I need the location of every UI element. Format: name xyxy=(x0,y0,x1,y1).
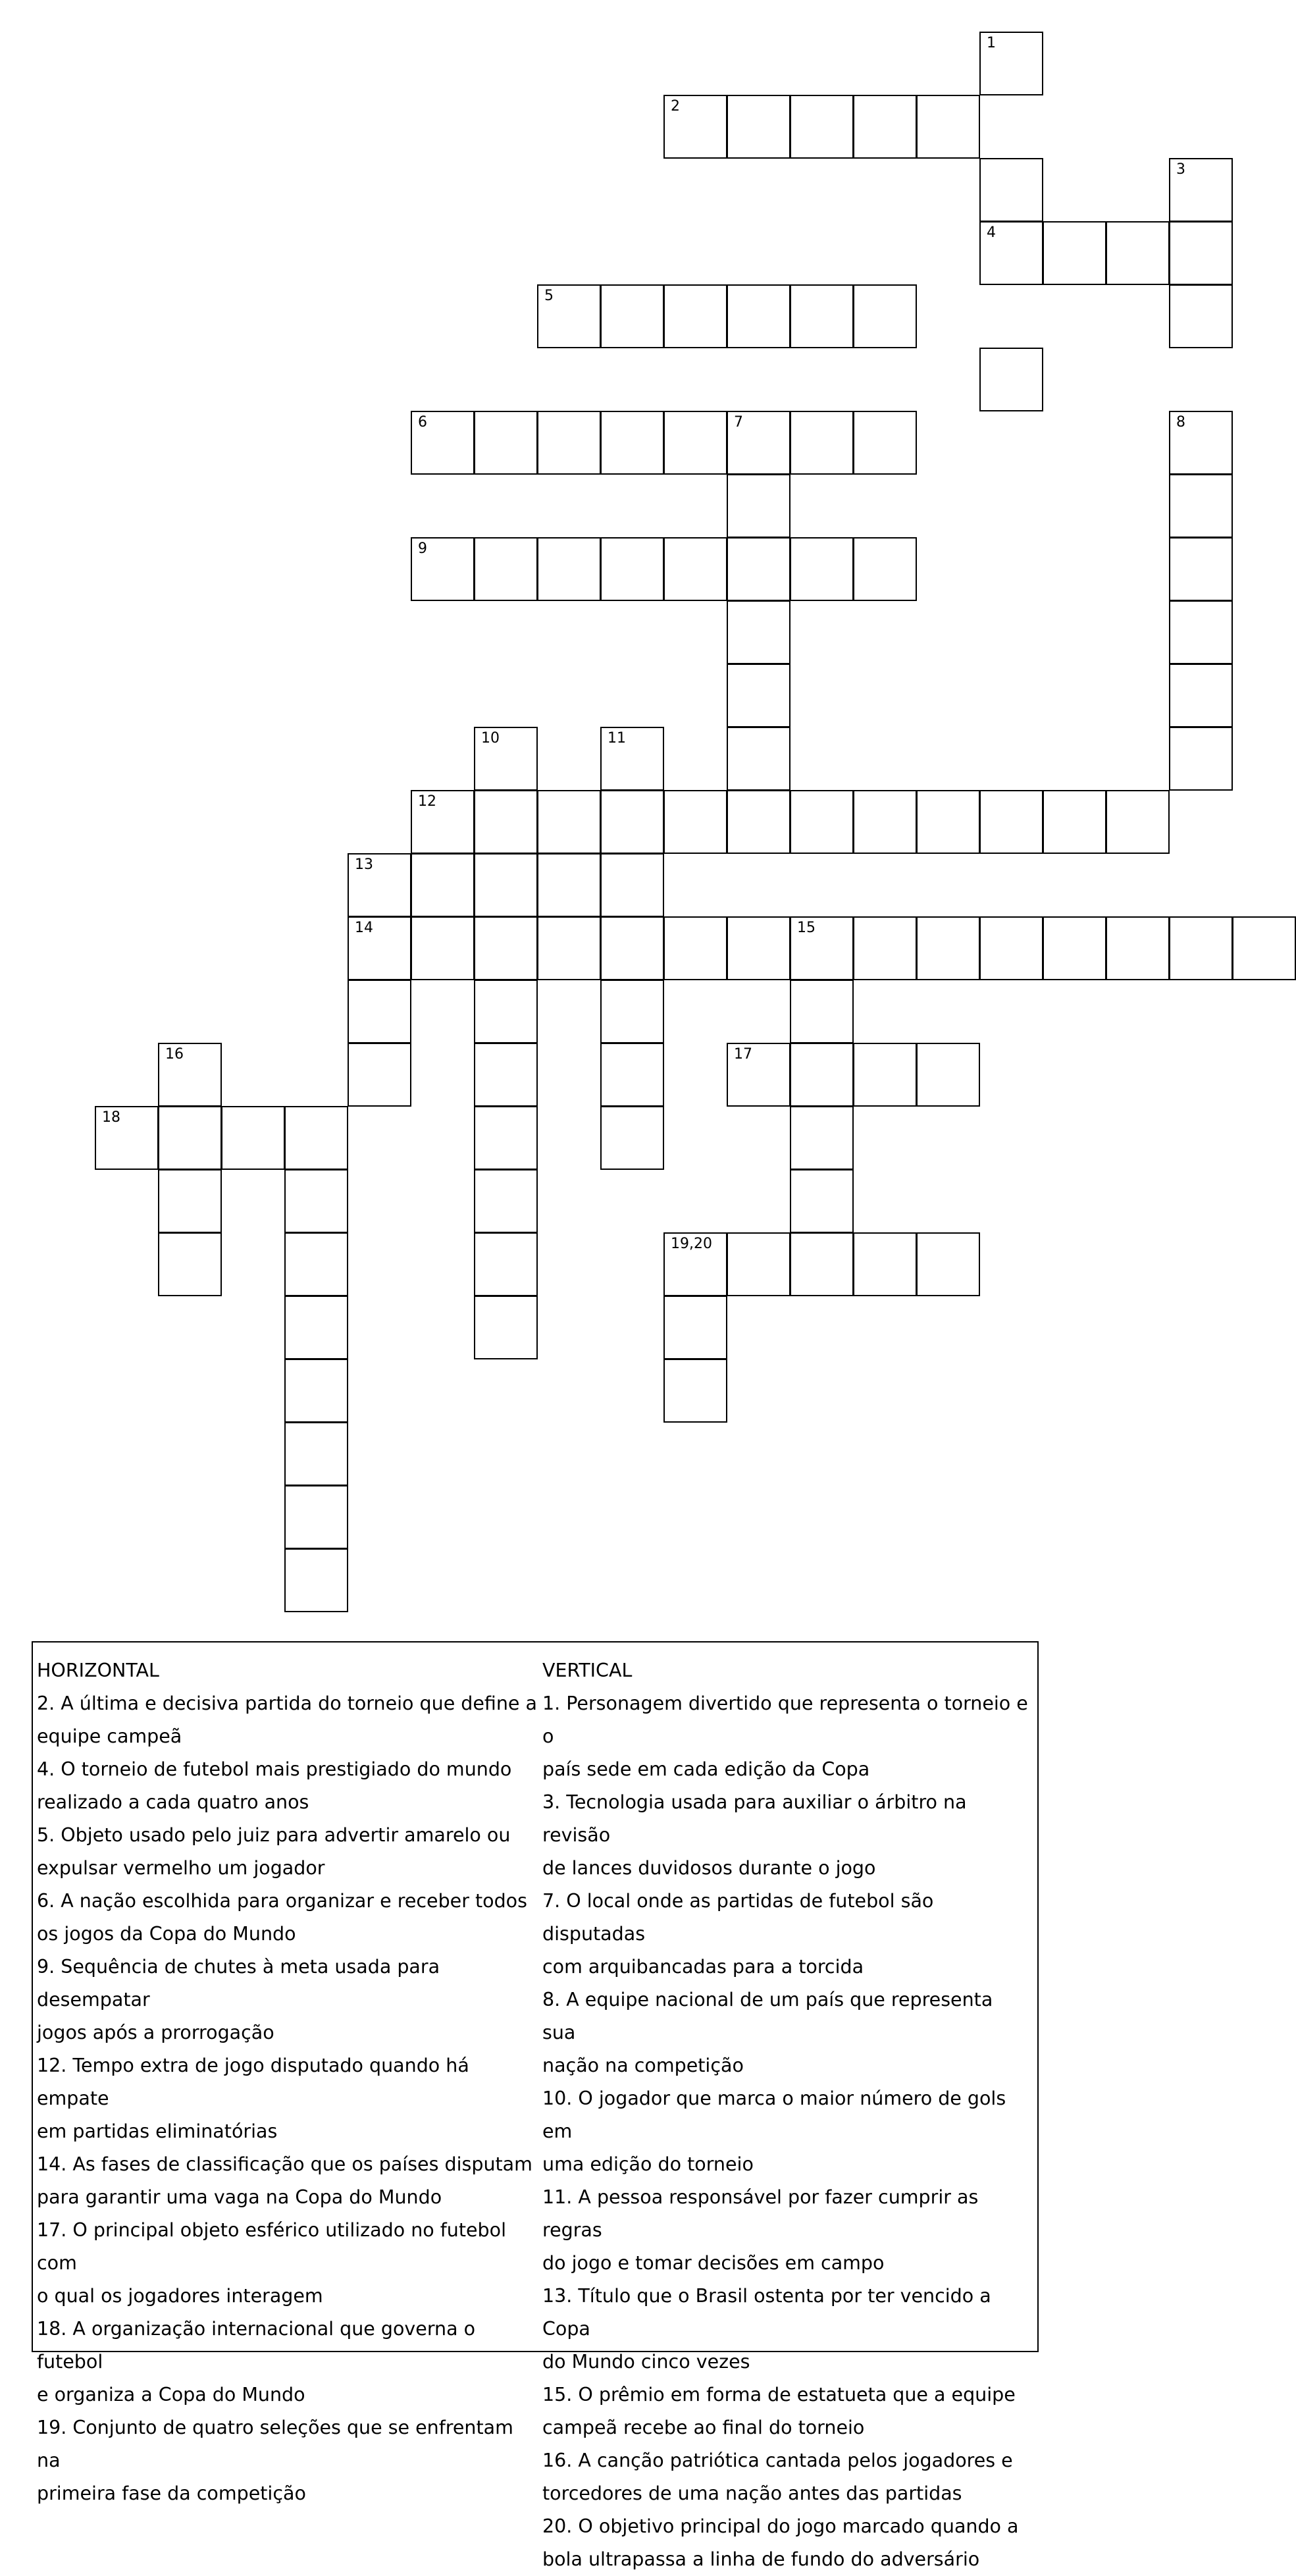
crossword-cell[interactable] xyxy=(537,284,601,348)
clue-number: 12 xyxy=(418,793,436,810)
crossword-cell[interactable] xyxy=(537,537,601,601)
crossword-cell[interactable] xyxy=(600,1106,664,1170)
crossword-cell[interactable] xyxy=(600,790,664,854)
crossword-cell[interactable] xyxy=(284,1106,348,1170)
crossword-cell[interactable] xyxy=(1169,158,1233,222)
clue-line: campeã recebe ao final do torneio xyxy=(542,2417,865,2438)
crossword-cell[interactable] xyxy=(537,790,601,854)
crossword-cell[interactable] xyxy=(600,537,664,601)
clue-number: 18 xyxy=(102,1109,120,1126)
clue-line: em partidas eliminatórias xyxy=(37,2120,278,2142)
crossword-cell[interactable] xyxy=(348,853,411,917)
clue-line: 20. O objetivo principal do jogo marcado quando a xyxy=(542,2515,1019,2537)
crossword-cell[interactable] xyxy=(411,853,475,917)
crossword-cell[interactable] xyxy=(790,1106,854,1170)
crossword-cell[interactable] xyxy=(411,411,475,475)
crossword-cell[interactable] xyxy=(537,916,601,980)
clue-line: e organiza a Copa do Mundo xyxy=(37,2384,305,2405)
clue-number: 8 xyxy=(1176,414,1185,431)
crossword-cell[interactable] xyxy=(1169,727,1233,791)
clue-number: 16 xyxy=(165,1046,184,1063)
clue-line: 16. A canção patriótica cantada pelos jogadores e xyxy=(542,2450,1013,2471)
crossword-cell[interactable] xyxy=(916,1232,980,1296)
clue-line: para garantir uma vaga na Copa do Mundo xyxy=(37,2186,442,2208)
crossword-cell[interactable] xyxy=(158,1232,222,1296)
horizontal-clue-list xyxy=(37,1687,537,2510)
clue-line: 4. O torneio de futebol mais prestigiado do mundo xyxy=(37,1758,512,1780)
clue-line: do jogo e tomar decisões em campo xyxy=(542,2252,885,2274)
crossword-cell[interactable] xyxy=(727,916,791,980)
crossword-cell[interactable] xyxy=(474,1043,538,1107)
crossword-cell[interactable] xyxy=(790,980,854,1043)
crossword-cell[interactable] xyxy=(663,1296,727,1359)
clue-line: uma edição do torneio xyxy=(542,2153,754,2175)
vertical-heading: VERTICAL xyxy=(542,1660,633,1681)
clue-number: 15 xyxy=(797,920,816,936)
crossword-cell[interactable] xyxy=(1169,284,1233,348)
crossword-cell[interactable] xyxy=(790,537,854,601)
crossword-cell[interactable] xyxy=(284,1485,348,1549)
crossword-cell[interactable] xyxy=(474,411,538,475)
crossword-cell[interactable] xyxy=(284,1422,348,1486)
clue-line: 7. O local onde as partidas de futebol são disputadas xyxy=(542,1890,934,1945)
crossword-cell[interactable] xyxy=(727,95,791,159)
clues-box xyxy=(32,1641,1039,2570)
crossword-cell[interactable] xyxy=(1043,916,1106,980)
crossword-cell[interactable] xyxy=(853,1043,917,1107)
crossword-cell[interactable] xyxy=(916,790,980,854)
horizontal-clues xyxy=(37,1654,537,2510)
clue-line: jogos após a prorrogação xyxy=(37,2022,274,2043)
crossword-cell[interactable] xyxy=(663,537,727,601)
crossword-cell[interactable] xyxy=(600,1043,664,1107)
clue-line: bola ultrapassa a linha de fundo do adversário xyxy=(542,2548,980,2570)
crossword-cell[interactable] xyxy=(727,284,791,348)
crossword-cell[interactable] xyxy=(1232,916,1296,980)
crossword-cell[interactable] xyxy=(95,1106,159,1170)
crossword-cell[interactable] xyxy=(727,1043,791,1107)
clue-line: 11. A pessoa responsável por fazer cumprir as regras xyxy=(542,2186,979,2241)
crossword-cell[interactable] xyxy=(284,1296,348,1359)
crossword-cell[interactable] xyxy=(790,411,854,475)
crossword-cell[interactable] xyxy=(600,284,664,348)
crossword-cell[interactable] xyxy=(348,916,411,980)
crossword-cell[interactable] xyxy=(1106,221,1170,285)
crossword-cell[interactable] xyxy=(663,790,727,854)
crossword-cell[interactable] xyxy=(853,1232,917,1296)
crossword-cell[interactable] xyxy=(474,853,538,917)
clue-line: 10. O jogador que marca o maior número de gols em xyxy=(542,2088,1006,2142)
horizontal-heading: HORIZONTAL xyxy=(37,1660,159,1681)
crossword-cell[interactable] xyxy=(474,790,538,854)
crossword-cell[interactable] xyxy=(474,916,538,980)
clue-number: 17 xyxy=(734,1046,752,1063)
clue-line: 13. Título que o Brasil ostenta por ter vencido a Copa xyxy=(542,2285,991,2340)
crossword-cell[interactable] xyxy=(600,411,664,475)
crossword-cell[interactable] xyxy=(158,1106,222,1170)
clue-line: primeira fase da competição xyxy=(37,2483,306,2504)
vertical-clues xyxy=(542,1654,1029,2576)
crossword-cell[interactable] xyxy=(284,1169,348,1233)
crossword-cell[interactable] xyxy=(853,284,917,348)
crossword-cell[interactable] xyxy=(411,537,475,601)
clue-line: 1. Personagem divertido que representa o torneio e o xyxy=(542,1693,1028,1747)
crossword-cell[interactable] xyxy=(916,916,980,980)
crossword-cell[interactable] xyxy=(853,411,917,475)
clue-line: expulsar vermelho um jogador xyxy=(37,1857,325,1879)
crossword-cell[interactable] xyxy=(790,95,854,159)
clue-line: equipe campeã xyxy=(37,1725,182,1747)
crossword-cell[interactable] xyxy=(663,95,727,159)
clue-line: 2. A última e decisiva partida do torneio que define a xyxy=(37,1693,537,1714)
crossword-cell[interactable] xyxy=(1169,664,1233,727)
crossword-cell[interactable] xyxy=(474,727,538,791)
clue-number: 3 xyxy=(1176,161,1185,178)
crossword-cell[interactable] xyxy=(1169,537,1233,601)
clue-line: 3. Tecnologia usada para auxiliar o árbitro na revisão xyxy=(542,1791,967,1846)
crossword-cell[interactable] xyxy=(727,537,791,601)
clue-line: de lances duvidosos durante o jogo xyxy=(542,1857,876,1879)
crossword-cell[interactable] xyxy=(727,1232,791,1296)
crossword-cell[interactable] xyxy=(1106,916,1170,980)
crossword-cell[interactable] xyxy=(853,95,917,159)
crossword-cell[interactable] xyxy=(853,790,917,854)
crossword-cell[interactable] xyxy=(979,790,1043,854)
crossword-cell[interactable] xyxy=(1169,600,1233,664)
clue-line: torcedores de uma nação antes das partidas xyxy=(542,2483,962,2504)
crossword-cell[interactable] xyxy=(284,1232,348,1296)
crossword-cell[interactable] xyxy=(411,790,475,854)
clue-line: nação na competição xyxy=(542,2055,744,2076)
clue-number: 7 xyxy=(734,414,743,431)
clue-number: 6 xyxy=(418,414,427,431)
crossword-cell[interactable] xyxy=(348,980,411,1043)
crossword-cell[interactable] xyxy=(158,1043,222,1107)
clue-number: 13 xyxy=(355,856,373,873)
clue-line: do Mundo cinco vezes xyxy=(542,2351,750,2373)
crossword-cell[interactable] xyxy=(663,284,727,348)
clue-number: 19,20 xyxy=(671,1236,712,1252)
crossword-cell[interactable] xyxy=(474,1232,538,1296)
crossword-cell[interactable] xyxy=(411,916,475,980)
crossword-cell[interactable] xyxy=(663,916,727,980)
crossword-cell[interactable] xyxy=(727,474,791,538)
crossword-cell[interactable] xyxy=(600,980,664,1043)
crossword-cell[interactable] xyxy=(1043,790,1106,854)
crossword-cell[interactable] xyxy=(600,916,664,980)
crossword-cell[interactable] xyxy=(1043,221,1106,285)
clue-number: 11 xyxy=(608,730,626,747)
crossword-cell[interactable] xyxy=(537,411,601,475)
crossword-cell[interactable] xyxy=(790,1169,854,1233)
crossword-cell[interactable] xyxy=(663,1359,727,1423)
crossword-cell[interactable] xyxy=(663,411,727,475)
crossword-cell[interactable] xyxy=(474,1106,538,1170)
crossword-cell[interactable] xyxy=(727,664,791,727)
crossword-cell[interactable] xyxy=(474,1296,538,1359)
clue-line: o qual os jogadores interagem xyxy=(37,2285,323,2307)
crossword-cell[interactable] xyxy=(1169,411,1233,475)
crossword-cell[interactable] xyxy=(221,1106,285,1170)
clue-line: os jogos da Copa do Mundo xyxy=(37,1923,296,1945)
crossword-cell[interactable] xyxy=(600,727,664,791)
crossword-cell[interactable] xyxy=(727,411,791,475)
clue-line: país sede em cada edição da Copa xyxy=(542,1758,870,1780)
crossword-cell[interactable] xyxy=(790,790,854,854)
clue-line: 14. As fases de classificação que os países disputam xyxy=(37,2153,532,2175)
clue-line: 8. A equipe nacional de um país que representa sua xyxy=(542,1989,993,2043)
crossword-cell[interactable] xyxy=(663,1232,727,1296)
crossword-cell[interactable] xyxy=(979,158,1043,222)
crossword-cell[interactable] xyxy=(537,853,601,917)
crossword-cell[interactable] xyxy=(916,1043,980,1107)
crossword-cell[interactable] xyxy=(790,284,854,348)
clue-line: 19. Conjunto de quatro seleções que se enfrentam na xyxy=(37,2417,513,2471)
clue-number: 5 xyxy=(544,288,554,304)
clue-number: 14 xyxy=(355,920,373,936)
crossword-cell[interactable] xyxy=(1169,474,1233,538)
vertical-clue-list xyxy=(542,1687,1029,2576)
crossword-cell[interactable] xyxy=(979,348,1043,411)
crossword-cell[interactable] xyxy=(727,727,791,791)
crossword-cell[interactable] xyxy=(979,221,1043,285)
crossword-cell[interactable] xyxy=(600,853,664,917)
crossword-cell[interactable] xyxy=(284,1548,348,1612)
crossword-cell[interactable] xyxy=(474,980,538,1043)
crossword-cell[interactable] xyxy=(916,95,980,159)
clue-number: 1 xyxy=(987,35,996,51)
crossword-cell[interactable] xyxy=(158,1169,222,1233)
crossword-cell[interactable] xyxy=(979,32,1043,95)
crossword-cell[interactable] xyxy=(284,1359,348,1423)
crossword-cell[interactable] xyxy=(853,916,917,980)
crossword-cell[interactable] xyxy=(348,1043,411,1107)
crossword-cell[interactable] xyxy=(474,537,538,601)
clue-line: 9. Sequência de chutes à meta usada para desempatar xyxy=(37,1956,440,2011)
clue-number: 9 xyxy=(418,540,427,557)
clue-line: com arquibancadas para a torcida xyxy=(542,1956,864,1978)
crossword-cell[interactable] xyxy=(790,1232,854,1296)
clue-number: 10 xyxy=(481,730,500,747)
clue-line: 6. A nação escolhida para organizar e receber todos xyxy=(37,1890,527,1912)
crossword-cell[interactable] xyxy=(727,600,791,664)
clue-line: 15. O prêmio em forma de estatueta que a equipe xyxy=(542,2384,1016,2405)
crossword-cell[interactable] xyxy=(1106,790,1170,854)
crossword-cell[interactable] xyxy=(474,1169,538,1233)
crossword-cell[interactable] xyxy=(790,916,854,980)
clue-line: 17. O principal objeto esférico utilizado no futebol com xyxy=(37,2219,507,2274)
crossword-cell[interactable] xyxy=(979,916,1043,980)
clue-line: realizado a cada quatro anos xyxy=(37,1791,309,1813)
clue-line: 12. Tempo extra de jogo disputado quando há empate xyxy=(37,2055,469,2109)
crossword-cell[interactable] xyxy=(853,537,917,601)
clue-line: 5. Objeto usado pelo juiz para advertir amarelo ou xyxy=(37,1824,511,1846)
crossword-cell[interactable] xyxy=(790,1043,854,1107)
clue-number: 2 xyxy=(671,98,680,115)
crossword-cell[interactable] xyxy=(727,790,791,854)
crossword-cell[interactable] xyxy=(1169,916,1233,980)
clue-number: 4 xyxy=(987,224,996,241)
clue-line: 18. A organização internacional que governa o futebol xyxy=(37,2318,476,2373)
crossword-cell[interactable] xyxy=(1169,221,1233,285)
